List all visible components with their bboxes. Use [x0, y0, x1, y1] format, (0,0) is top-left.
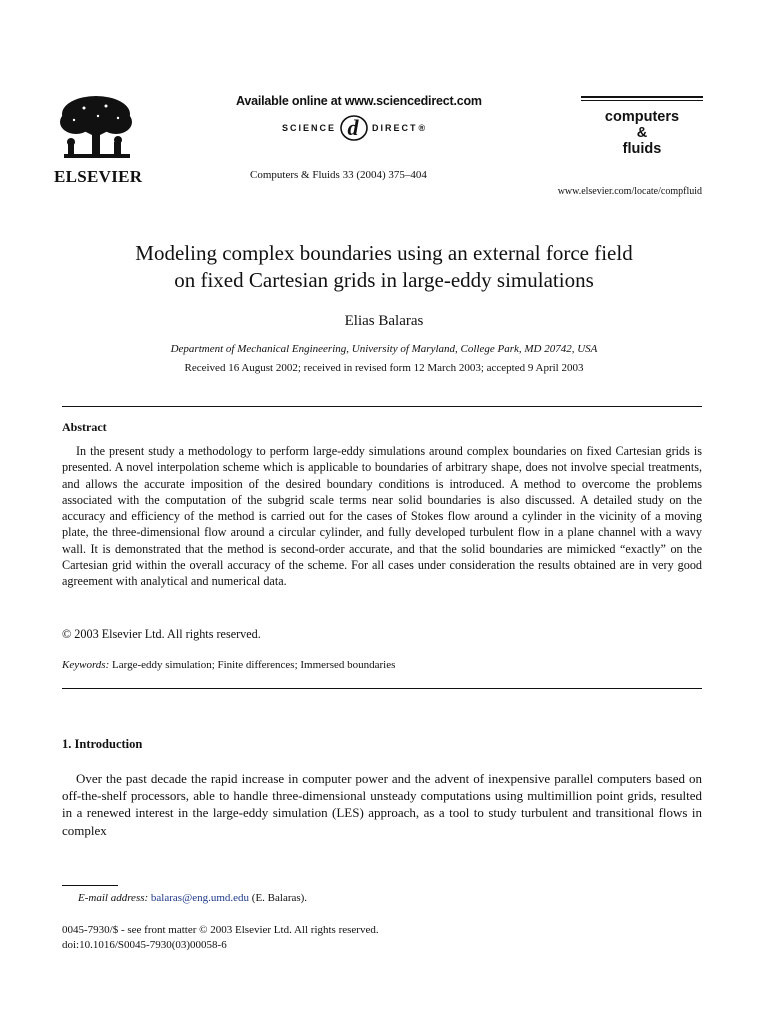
journal-logo-rule — [581, 100, 703, 101]
journal-logo-line: & — [636, 125, 648, 141]
journal-logo-line: computers — [604, 109, 680, 125]
footnote — [78, 892, 307, 904]
article-dates: Received 16 August 2002; received in revised form 12 March 2003; accepted 9 April 2003 — [184, 362, 584, 374]
footnote-rule — [62, 885, 118, 886]
abstract-copyright: © 2003 Elsevier Ltd. All rights reserved. — [62, 627, 261, 641]
elsevier-logo — [54, 92, 143, 186]
issn-block — [62, 923, 379, 953]
abstract-heading: Abstract — [62, 420, 107, 434]
journal-reference: Computers & Fluids 33 (2004) 375–404 — [250, 169, 427, 181]
abstract-body: In the present study a methodology to perform large-eddy simulations around complex boundaries on fixed Cartesian grids is presented. A novel interpolation scheme which is applicable to boundaries of arbitrary shape, does not involve special treatments, and allows the accurate imposition of the desired boundary conditions is introduced. A method to overcome the problems associated with the computation of the subgrid scale terms near solid boundaries is also discussed. A detailed study on the accuracy and efficiency of the method is carried out for the cases of Stokes flow around a cylinder in the vicinity of a moving plate, the three-dimensional flow around a circular cylinder, and fully developed turbulent flow in a plane channel with a wavy wall. It is demonstrated that the method is second-order accurate, and that the solid boundaries are mimicked “exactly” on the Cartesian grid within the overall accuracy of the scheme. For all cases under consideration the results obtained are in very good agreement with analytical and numerical data. — [62, 444, 702, 589]
title-line: Modeling complex boundaries using an external force field — [135, 241, 633, 265]
abstract-bottom-rule — [62, 688, 702, 689]
keywords-label: Keywords: — [62, 659, 110, 671]
available-online-link[interactable]: Available online at www.sciencedirect.com — [236, 94, 482, 108]
elsevier-tree-icon — [54, 92, 138, 168]
journal-logo-rule — [581, 96, 703, 98]
journal-logo-text — [581, 109, 703, 157]
publisher-name: ELSEVIER — [54, 167, 143, 186]
sciencedirect-logo[interactable] — [282, 113, 425, 143]
sd-registered-mark: ® — [418, 123, 426, 133]
journal-url-link[interactable]: www.elsevier.com/locate/compfluid — [557, 186, 702, 197]
journal-logo — [581, 96, 703, 157]
keywords-list: Large-eddy simulation; Finite differences; Immersed boundaries — [112, 659, 396, 671]
author-name: Elias Balaras — [344, 313, 424, 329]
paper-title — [40, 240, 728, 294]
footnote-email-link[interactable]: balaras@eng.umd.edu — [150, 892, 250, 904]
author-affiliation: Department of Mechanical Engineering, University of Maryland, College Park, MD 20742, USA — [170, 343, 598, 355]
abstract-top-rule — [62, 406, 702, 407]
sd-science-word: SCIENCE — [282, 123, 337, 133]
issn-line: 0045-7930/$ - see front matter © 2003 Elsevier Ltd. All rights reserved. — [62, 924, 379, 936]
sciencedirect-d-icon — [339, 113, 369, 143]
journal-logo-line: fluids — [622, 141, 662, 157]
footnote-email-label: E-mail address: — [78, 892, 149, 904]
section-heading-introduction: 1. Introduction — [62, 737, 143, 751]
footnote-author: (E. Balaras). — [251, 892, 308, 904]
keywords — [62, 659, 395, 671]
svg-text:d: d — [347, 115, 361, 140]
doi-line[interactable]: doi:10.1016/S0045-7930(03)00058-6 — [62, 939, 227, 951]
title-line: on fixed Cartesian grids in large-eddy simulations — [174, 268, 594, 292]
introduction-body: Over the past decade the rapid increase in computer power and the advent of inexpensive parallel computers based on off-the-shelf processors, able to handle three-dimensional unsteady computations using multimillion point grids, resulted in a renewed interest in the large-eddy simulation (LES) approach, as a tool to study turbulent and transitional flows in complex — [62, 771, 702, 838]
sd-direct-word: DIRECT — [372, 123, 418, 133]
